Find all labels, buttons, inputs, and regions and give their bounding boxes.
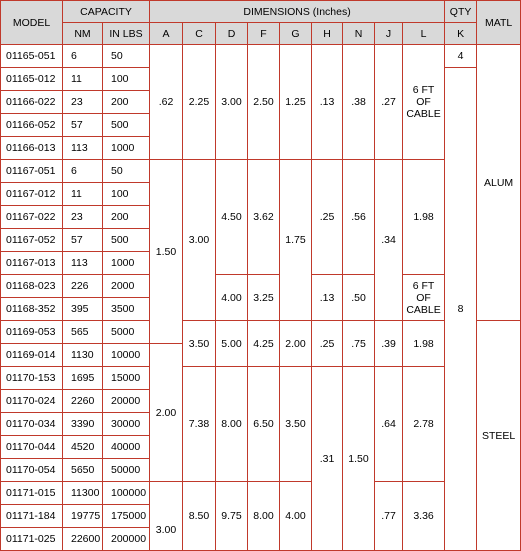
nm-cell: 19775 bbox=[63, 505, 103, 528]
dim-f-cell: 3.62 bbox=[248, 160, 280, 275]
nm-cell: 57 bbox=[63, 114, 103, 137]
header-l: L bbox=[403, 23, 445, 45]
nm-cell: 395 bbox=[63, 298, 103, 321]
dim-h-cell: .13 bbox=[312, 275, 343, 321]
dim-g-cell: 3.50 bbox=[280, 367, 312, 482]
nm-cell: 4520 bbox=[63, 436, 103, 459]
dim-j-cell: .64 bbox=[375, 367, 403, 482]
dim-n-cell: 1.50 bbox=[343, 367, 375, 551]
dim-j-cell: .39 bbox=[375, 321, 403, 367]
lbs-cell: 100 bbox=[103, 183, 150, 206]
dim-a-cell: 2.00 bbox=[150, 344, 183, 482]
model-cell: 01165-012 bbox=[1, 68, 63, 91]
dim-h-cell: .25 bbox=[312, 321, 343, 367]
dim-g-cell: 1.75 bbox=[280, 160, 312, 321]
nm-cell: 57 bbox=[63, 229, 103, 252]
nm-cell: 11 bbox=[63, 68, 103, 91]
model-cell: 01165-051 bbox=[1, 45, 63, 68]
model-cell: 01171-015 bbox=[1, 482, 63, 505]
header-f: F bbox=[248, 23, 280, 45]
dim-g-cell: 4.00 bbox=[280, 482, 312, 551]
matl-cell: STEEL bbox=[477, 321, 521, 551]
lbs-cell: 40000 bbox=[103, 436, 150, 459]
header-g: G bbox=[280, 23, 312, 45]
table-row bbox=[1, 45, 521, 68]
qty-cell: 8 bbox=[445, 68, 477, 551]
dim-f-cell: 3.25 bbox=[248, 275, 280, 321]
dim-f-cell: 4.25 bbox=[248, 321, 280, 367]
model-cell: 01170-054 bbox=[1, 459, 63, 482]
lbs-cell: 5000 bbox=[103, 321, 150, 344]
lbs-cell: 50 bbox=[103, 160, 150, 183]
model-cell: 01167-022 bbox=[1, 206, 63, 229]
model-cell: 01171-025 bbox=[1, 528, 63, 551]
header-matl: MATL bbox=[477, 1, 521, 45]
dim-h-cell: .13 bbox=[312, 45, 343, 160]
dim-a-cell: 1.50 bbox=[150, 160, 183, 344]
lbs-cell: 500 bbox=[103, 229, 150, 252]
dim-n-cell: .75 bbox=[343, 321, 375, 367]
lbs-cell: 10000 bbox=[103, 344, 150, 367]
header-lbs: IN LBS bbox=[103, 23, 150, 45]
dim-c-cell: 8.50 bbox=[183, 482, 216, 551]
dim-c-cell: 3.00 bbox=[183, 160, 216, 321]
qty-cell: 4 bbox=[445, 45, 477, 68]
dim-n-cell: .38 bbox=[343, 45, 375, 160]
header-capacity: CAPACITY bbox=[63, 1, 150, 23]
dim-n-cell: .56 bbox=[343, 160, 375, 275]
lbs-cell: 200 bbox=[103, 206, 150, 229]
dim-a-cell: .62 bbox=[150, 45, 183, 160]
nm-cell: 226 bbox=[63, 275, 103, 298]
dim-l-cell: 3.36 bbox=[403, 482, 445, 551]
dim-f-cell: 2.50 bbox=[248, 45, 280, 160]
header-d: D bbox=[216, 23, 248, 45]
dim-h-cell: .31 bbox=[312, 367, 343, 551]
model-cell: 01166-052 bbox=[1, 114, 63, 137]
table-row bbox=[1, 482, 521, 505]
dim-d-cell: 4.00 bbox=[216, 275, 248, 321]
dim-f-cell: 8.00 bbox=[248, 482, 280, 551]
dim-j-cell: .34 bbox=[375, 160, 403, 321]
lbs-cell: 3500 bbox=[103, 298, 150, 321]
nm-cell: 565 bbox=[63, 321, 103, 344]
lbs-cell: 100 bbox=[103, 68, 150, 91]
dim-l-cell: 1.98 bbox=[403, 160, 445, 275]
dim-c-cell: 3.50 bbox=[183, 321, 216, 367]
lbs-cell: 15000 bbox=[103, 367, 150, 390]
dim-n-cell: .50 bbox=[343, 275, 375, 321]
lbs-cell: 175000 bbox=[103, 505, 150, 528]
lbs-cell: 1000 bbox=[103, 137, 150, 160]
lbs-cell: 200000 bbox=[103, 528, 150, 551]
nm-cell: 11300 bbox=[63, 482, 103, 505]
model-cell: 01170-044 bbox=[1, 436, 63, 459]
nm-cell: 23 bbox=[63, 206, 103, 229]
lbs-cell: 100000 bbox=[103, 482, 150, 505]
header-nm: NM bbox=[63, 23, 103, 45]
lbs-cell: 500 bbox=[103, 114, 150, 137]
header-dimensions: DIMENSIONS (Inches) bbox=[150, 1, 445, 23]
model-cell: 01168-023 bbox=[1, 275, 63, 298]
dim-c-cell: 7.38 bbox=[183, 367, 216, 482]
model-cell: 01170-024 bbox=[1, 390, 63, 413]
lbs-cell: 1000 bbox=[103, 252, 150, 275]
table-row bbox=[1, 367, 521, 390]
table-row bbox=[1, 275, 521, 298]
nm-cell: 5650 bbox=[63, 459, 103, 482]
header-h: H bbox=[312, 23, 343, 45]
nm-cell: 11 bbox=[63, 183, 103, 206]
lbs-cell: 2000 bbox=[103, 275, 150, 298]
dim-l-cell: 2.78 bbox=[403, 367, 445, 482]
nm-cell: 113 bbox=[63, 137, 103, 160]
header-model: MODEL bbox=[1, 1, 63, 45]
model-cell: 01167-052 bbox=[1, 229, 63, 252]
dim-d-cell: 8.00 bbox=[216, 367, 248, 482]
model-cell: 01170-153 bbox=[1, 367, 63, 390]
lbs-cell: 50 bbox=[103, 45, 150, 68]
header-n: N bbox=[343, 23, 375, 45]
nm-cell: 1130 bbox=[63, 344, 103, 367]
model-cell: 01166-022 bbox=[1, 91, 63, 114]
matl-cell: ALUM bbox=[477, 45, 521, 321]
table-row bbox=[1, 160, 521, 183]
nm-cell: 6 bbox=[63, 160, 103, 183]
table-row bbox=[1, 321, 521, 344]
header-a: A bbox=[150, 23, 183, 45]
lbs-cell: 20000 bbox=[103, 390, 150, 413]
model-cell: 01167-051 bbox=[1, 160, 63, 183]
dim-d-cell: 3.00 bbox=[216, 45, 248, 160]
dim-d-cell: 5.00 bbox=[216, 321, 248, 367]
model-cell: 01171-184 bbox=[1, 505, 63, 528]
header-j: J bbox=[375, 23, 403, 45]
nm-cell: 1695 bbox=[63, 367, 103, 390]
dim-l-cell: 6 FT OF CABLE bbox=[403, 275, 445, 321]
nm-cell: 113 bbox=[63, 252, 103, 275]
model-cell: 01169-053 bbox=[1, 321, 63, 344]
model-cell: 01170-034 bbox=[1, 413, 63, 436]
dim-d-cell: 4.50 bbox=[216, 160, 248, 275]
lbs-cell: 50000 bbox=[103, 459, 150, 482]
dim-a-cell: 3.00 bbox=[150, 482, 183, 551]
header-k: K bbox=[445, 23, 477, 45]
dim-h-cell: .25 bbox=[312, 160, 343, 275]
header-qty: QTY bbox=[445, 1, 477, 23]
nm-cell: 23 bbox=[63, 91, 103, 114]
lbs-cell: 30000 bbox=[103, 413, 150, 436]
dim-d-cell: 9.75 bbox=[216, 482, 248, 551]
dim-c-cell: 2.25 bbox=[183, 45, 216, 160]
model-cell: 01167-013 bbox=[1, 252, 63, 275]
lbs-cell: 200 bbox=[103, 91, 150, 114]
header-c: C bbox=[183, 23, 216, 45]
dim-j-cell: .27 bbox=[375, 45, 403, 160]
model-cell: 01169-014 bbox=[1, 344, 63, 367]
dim-l-cell: 1.98 bbox=[403, 321, 445, 367]
dim-g-cell: 1.25 bbox=[280, 45, 312, 160]
model-cell: 01166-013 bbox=[1, 137, 63, 160]
nm-cell: 3390 bbox=[63, 413, 103, 436]
dim-g-cell: 2.00 bbox=[280, 321, 312, 367]
nm-cell: 6 bbox=[63, 45, 103, 68]
dim-f-cell: 6.50 bbox=[248, 367, 280, 482]
model-cell: 01167-012 bbox=[1, 183, 63, 206]
nm-cell: 2260 bbox=[63, 390, 103, 413]
dim-j-cell: .77 bbox=[375, 482, 403, 551]
model-cell: 01168-352 bbox=[1, 298, 63, 321]
dim-l-cell: 6 FT OF CABLE bbox=[403, 45, 445, 160]
nm-cell: 22600 bbox=[63, 528, 103, 551]
